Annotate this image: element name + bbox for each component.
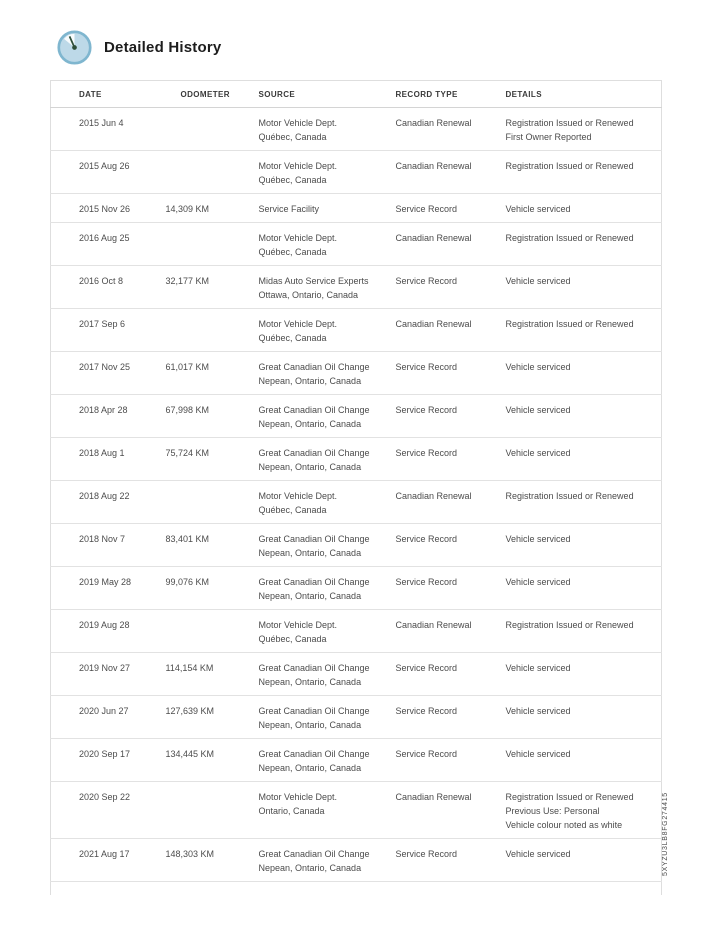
details-cell: Vehicle serviced <box>506 266 662 309</box>
source-cell: Motor Vehicle Dept. Québec, Canada <box>259 481 396 524</box>
odometer-cell: 114,154 KM <box>166 653 259 696</box>
source-cell: Motor Vehicle Dept. Québec, Canada <box>259 309 396 352</box>
odometer-cell <box>166 610 259 653</box>
table-row <box>51 108 662 151</box>
source-cell: Midas Auto Service Experts Ottawa, Ontario, Canada <box>259 266 396 309</box>
odometer-cell <box>166 108 259 151</box>
page-title: Detailed History <box>104 39 222 56</box>
details-cell: Registration Issued or Renewed <box>506 151 662 194</box>
details-cell: Registration Issued or Renewed <box>506 481 662 524</box>
vin-vertical-label: 5XYZU3LB8FG274415 <box>662 792 669 877</box>
date-cell: 2019 May 28 <box>51 567 166 610</box>
odometer-cell: 75,724 KM <box>166 438 259 481</box>
table-row <box>51 696 662 739</box>
details-cell: Vehicle serviced <box>506 395 662 438</box>
details-cell: Vehicle serviced <box>506 438 662 481</box>
odometer-cell: 99,076 KM <box>166 567 259 610</box>
details-cell: Vehicle serviced <box>506 567 662 610</box>
date-cell: 2018 Nov 7 <box>51 524 166 567</box>
date-cell: 2018 Apr 28 <box>51 395 166 438</box>
table-row-partial <box>51 882 662 895</box>
source-cell: Motor Vehicle Dept. Québec, Canada <box>259 108 396 151</box>
date-cell: 2021 Aug 17 <box>51 839 166 882</box>
odometer-cell <box>166 481 259 524</box>
odometer-cell <box>166 223 259 266</box>
table-row <box>51 438 662 481</box>
source-cell: Great Canadian Oil Change Nepean, Ontario, Canada <box>259 524 396 567</box>
column-header-date: DATE <box>51 81 166 108</box>
date-cell: 2018 Aug 22 <box>51 481 166 524</box>
odometer-cell <box>166 782 259 839</box>
table-row <box>51 653 662 696</box>
odometer-cell <box>166 309 259 352</box>
source-cell: Service Facility <box>259 194 396 223</box>
date-cell: 2015 Aug 26 <box>51 151 166 194</box>
odometer-cell <box>166 151 259 194</box>
details-cell: Vehicle serviced <box>506 696 662 739</box>
source-cell: Great Canadian Oil Change Nepean, Ontario, Canada <box>259 352 396 395</box>
date-cell: 2017 Sep 6 <box>51 309 166 352</box>
details-cell: Registration Issued or Renewed First Owner Reported <box>506 108 662 151</box>
details-cell: Vehicle serviced <box>506 352 662 395</box>
details-cell: Registration Issued or Renewed <box>506 223 662 266</box>
date-cell: 2015 Jun 4 <box>51 108 166 151</box>
date-cell: 2020 Sep 22 <box>51 782 166 839</box>
table-row <box>51 481 662 524</box>
date-cell: 2015 Nov 26 <box>51 194 166 223</box>
table-row <box>51 567 662 610</box>
record-type-cell: Canadian Renewal <box>396 151 506 194</box>
details-cell: Registration Issued or Renewed Previous Use: Personal Vehicle colour noted as white <box>506 782 662 839</box>
record-type-cell: Canadian Renewal <box>396 223 506 266</box>
table-row <box>51 151 662 194</box>
source-cell: Great Canadian Oil Change Nepean, Ontario, Canada <box>259 395 396 438</box>
record-type-cell: Service Record <box>396 194 506 223</box>
source-cell: Great Canadian Oil Change Nepean, Ontario, Canada <box>259 839 396 882</box>
details-cell: Registration Issued or Renewed <box>506 309 662 352</box>
record-type-cell: Service Record <box>396 266 506 309</box>
record-type-cell: Service Record <box>396 524 506 567</box>
empty-cell <box>51 882 662 895</box>
source-cell: Motor Vehicle Dept. Québec, Canada <box>259 223 396 266</box>
details-cell: Vehicle serviced <box>506 739 662 782</box>
odometer-cell: 83,401 KM <box>166 524 259 567</box>
source-cell: Great Canadian Oil Change Nepean, Ontario, Canada <box>259 567 396 610</box>
odometer-cell: 134,445 KM <box>166 739 259 782</box>
table-row <box>51 782 662 839</box>
table-row <box>51 739 662 782</box>
details-cell: Vehicle serviced <box>506 653 662 696</box>
source-cell: Great Canadian Oil Change Nepean, Ontario, Canada <box>259 653 396 696</box>
record-type-cell: Service Record <box>396 739 506 782</box>
date-cell: 2016 Aug 25 <box>51 223 166 266</box>
column-header-odometer: ODOMETER <box>166 81 259 108</box>
date-cell: 2019 Aug 28 <box>51 610 166 653</box>
table-row <box>51 194 662 223</box>
source-cell: Motor Vehicle Dept. Québec, Canada <box>259 151 396 194</box>
table-row <box>51 266 662 309</box>
record-type-cell: Canadian Renewal <box>396 481 506 524</box>
date-cell: 2020 Jun 27 <box>51 696 166 739</box>
date-cell: 2018 Aug 1 <box>51 438 166 481</box>
column-header-source: SOURCE <box>259 81 396 108</box>
detailed-history-table <box>50 80 661 895</box>
record-type-cell: Service Record <box>396 395 506 438</box>
column-header-record-type: RECORD TYPE <box>396 81 506 108</box>
details-cell: Registration Issued or Renewed <box>506 610 662 653</box>
source-cell: Motor Vehicle Dept. Québec, Canada <box>259 610 396 653</box>
source-cell: Great Canadian Oil Change Nepean, Ontario, Canada <box>259 696 396 739</box>
table-row <box>51 610 662 653</box>
record-type-cell: Service Record <box>396 653 506 696</box>
odometer-gauge-icon <box>56 29 93 66</box>
odometer-cell: 32,177 KM <box>166 266 259 309</box>
odometer-cell: 148,303 KM <box>166 839 259 882</box>
record-type-cell: Canadian Renewal <box>396 782 506 839</box>
record-type-cell: Service Record <box>396 438 506 481</box>
date-cell: 2017 Nov 25 <box>51 352 166 395</box>
date-cell: 2016 Oct 8 <box>51 266 166 309</box>
column-header-details: DETAILS <box>506 81 662 108</box>
record-type-cell: Service Record <box>396 696 506 739</box>
source-cell: Motor Vehicle Dept. Ontario, Canada <box>259 782 396 839</box>
table-row <box>51 839 662 882</box>
source-cell: Great Canadian Oil Change Nepean, Ontario, Canada <box>259 739 396 782</box>
date-cell: 2020 Sep 17 <box>51 739 166 782</box>
odometer-cell: 127,639 KM <box>166 696 259 739</box>
record-type-cell: Canadian Renewal <box>396 309 506 352</box>
table-row <box>51 223 662 266</box>
table-row <box>51 395 662 438</box>
odometer-cell: 67,998 KM <box>166 395 259 438</box>
record-type-cell: Service Record <box>396 352 506 395</box>
date-cell: 2019 Nov 27 <box>51 653 166 696</box>
table-row <box>51 524 662 567</box>
record-type-cell: Service Record <box>396 567 506 610</box>
details-cell: Vehicle serviced <box>506 194 662 223</box>
record-type-cell: Service Record <box>396 839 506 882</box>
table-row <box>51 309 662 352</box>
table-header <box>51 81 662 108</box>
details-cell: Vehicle serviced <box>506 524 662 567</box>
table-row <box>51 352 662 395</box>
record-type-cell: Canadian Renewal <box>396 610 506 653</box>
record-type-cell: Canadian Renewal <box>396 108 506 151</box>
source-cell: Great Canadian Oil Change Nepean, Ontario, Canada <box>259 438 396 481</box>
details-cell: Vehicle serviced <box>506 839 662 882</box>
odometer-cell: 14,309 KM <box>166 194 259 223</box>
history-table-body <box>51 108 662 895</box>
report-header <box>56 29 221 66</box>
odometer-cell: 61,017 KM <box>166 352 259 395</box>
